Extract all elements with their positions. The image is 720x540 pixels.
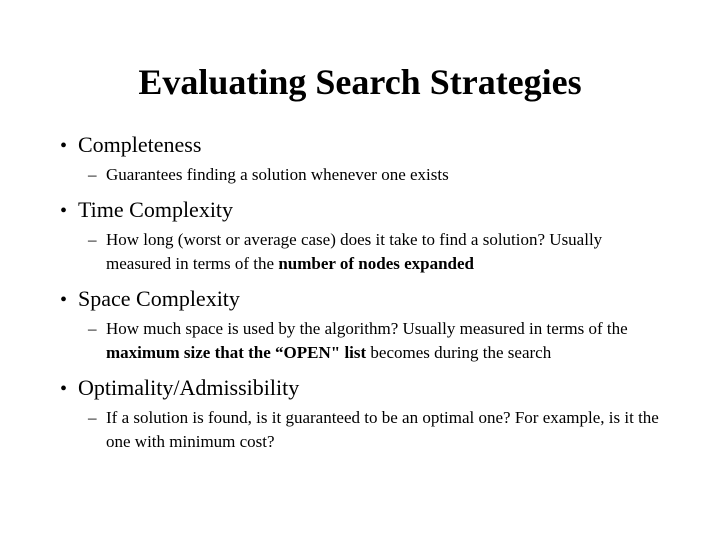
sub-text-bold: number of nodes expanded: [278, 254, 475, 273]
bullet-marker: •: [60, 289, 68, 311]
bullet-marker: •: [60, 378, 68, 400]
sub-bullet-text: Guarantees finding a solution whenever one exists: [106, 165, 449, 184]
bullet-space-complexity: [60, 284, 680, 315]
sub-bullet-text: [106, 228, 666, 276]
sub-bullet-time-complexity: [88, 228, 680, 276]
sub-text-bold: maximum size that the “OPEN" list: [106, 343, 367, 362]
sub-bullet-optimality: [88, 406, 680, 454]
bullet-label: Optimality/Admissibility: [78, 375, 300, 400]
bullet-label: Completeness: [78, 132, 202, 157]
sub-marker: –: [88, 408, 97, 427]
sub-bullet-space-complexity: [88, 317, 680, 365]
slide-title: Evaluating Search Strategies: [138, 62, 582, 102]
bullet-completeness: [60, 130, 680, 161]
sub-marker: –: [88, 165, 97, 184]
bullet-marker: •: [60, 135, 68, 157]
sub-marker: –: [88, 319, 97, 338]
sub-text-plain-after: becomes during the search: [366, 343, 552, 362]
sub-bullet-text: [106, 317, 666, 365]
bullet-optimality: [60, 373, 680, 404]
bullet-marker: •: [60, 200, 68, 222]
bullet-list: [60, 130, 680, 454]
sub-text-plain: How much space is used by the algorithm? Usually measured in terms of the: [106, 319, 628, 338]
bullet-label: Space Complexity: [78, 286, 240, 311]
bullet-label: Time Complexity: [78, 197, 234, 222]
sub-text-plain: How long (worst or average case) does it take to find a solution? Usually measured in terms of the: [106, 230, 603, 273]
sub-bullet-text: If a solution is found, is it guaranteed to be an optimal one? For example, is it the one with minimum cost?: [106, 408, 659, 451]
sub-marker: –: [88, 230, 97, 249]
sub-bullet-completeness: [88, 163, 680, 187]
bullet-time-complexity: [60, 195, 680, 226]
